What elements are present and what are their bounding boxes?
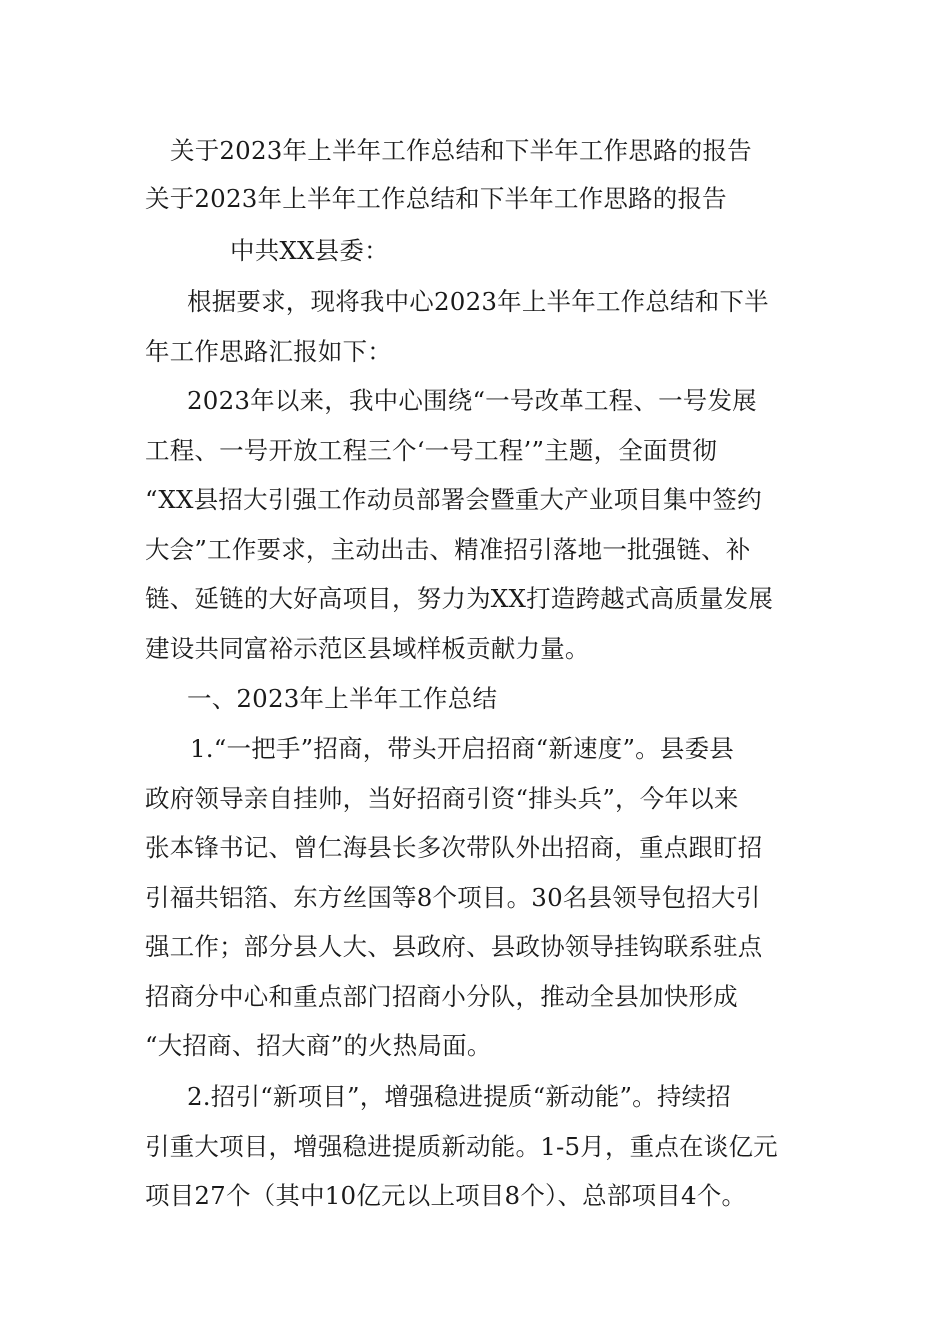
paragraph-line: 引重大项目，增强稳进提质新动能。1-5月，重点在谈亿元	[145, 1132, 778, 1161]
salutation: 中共XX县委：	[230, 236, 389, 265]
paragraph-line: 政府领导亲自挂帅，当好招商引资“排头兵”，今年以来	[145, 784, 739, 813]
paragraph-line: 张本锋书记、曾仁海县长多次带队外出招商，重点跟盯招	[145, 833, 763, 862]
paragraph-line: 链、延链的大好高项目，努力为XX打造跨越式高质量发展	[145, 584, 774, 613]
paragraph-line: “大招商、招大商”的火热局面。	[145, 1031, 492, 1060]
paragraph-line: 年工作思路汇报如下：	[145, 337, 392, 366]
paragraph-line: 1.“一把手”招商，带头开启招商“新速度”。县委县	[190, 734, 734, 763]
paragraph-line: 工程、一号开放工程三个‘一号工程’”主题，全面贯彻	[145, 436, 718, 465]
document-title-repeat: 关于2023年上半年工作总结和下半年工作思路的报告	[145, 184, 727, 213]
paragraph-line: “XX县招大引强工作动员部署会暨重大产业项目集中签约	[145, 485, 762, 514]
paragraph-line: 引福共铝箔、东方丝国等8个项目。30名县领导包招大引	[145, 883, 761, 912]
paragraph-line: 项目27个（其中10亿元以上项目8个）、总部项目4个。	[145, 1181, 747, 1210]
paragraph-line: 根据要求，现将我中心2023年上半年工作总结和下半	[187, 287, 769, 316]
paragraph-line: 2023年以来，我中心围绕“一号改革工程、一号发展	[187, 386, 757, 415]
paragraph-line: 2.招引“新项目”，增强稳进提质“新动能”。持续招	[187, 1082, 731, 1111]
paragraph-line: 招商分中心和重点部门招商小分队，推动全县加快形成	[145, 982, 738, 1011]
section-heading: 一、2023年上半年工作总结	[187, 684, 498, 713]
paragraph-line: 大会”工作要求，主动出击、精准招引落地一批强链、补	[145, 535, 751, 564]
paragraph-line: 强工作；部分县人大、县政府、县政协领导挂钩联系驻点	[145, 932, 763, 961]
document-title: 关于2023年上半年工作总结和下半年工作思路的报告	[170, 136, 752, 165]
paragraph-line: 建设共同富裕示范区县域样板贡献力量。	[145, 634, 590, 663]
